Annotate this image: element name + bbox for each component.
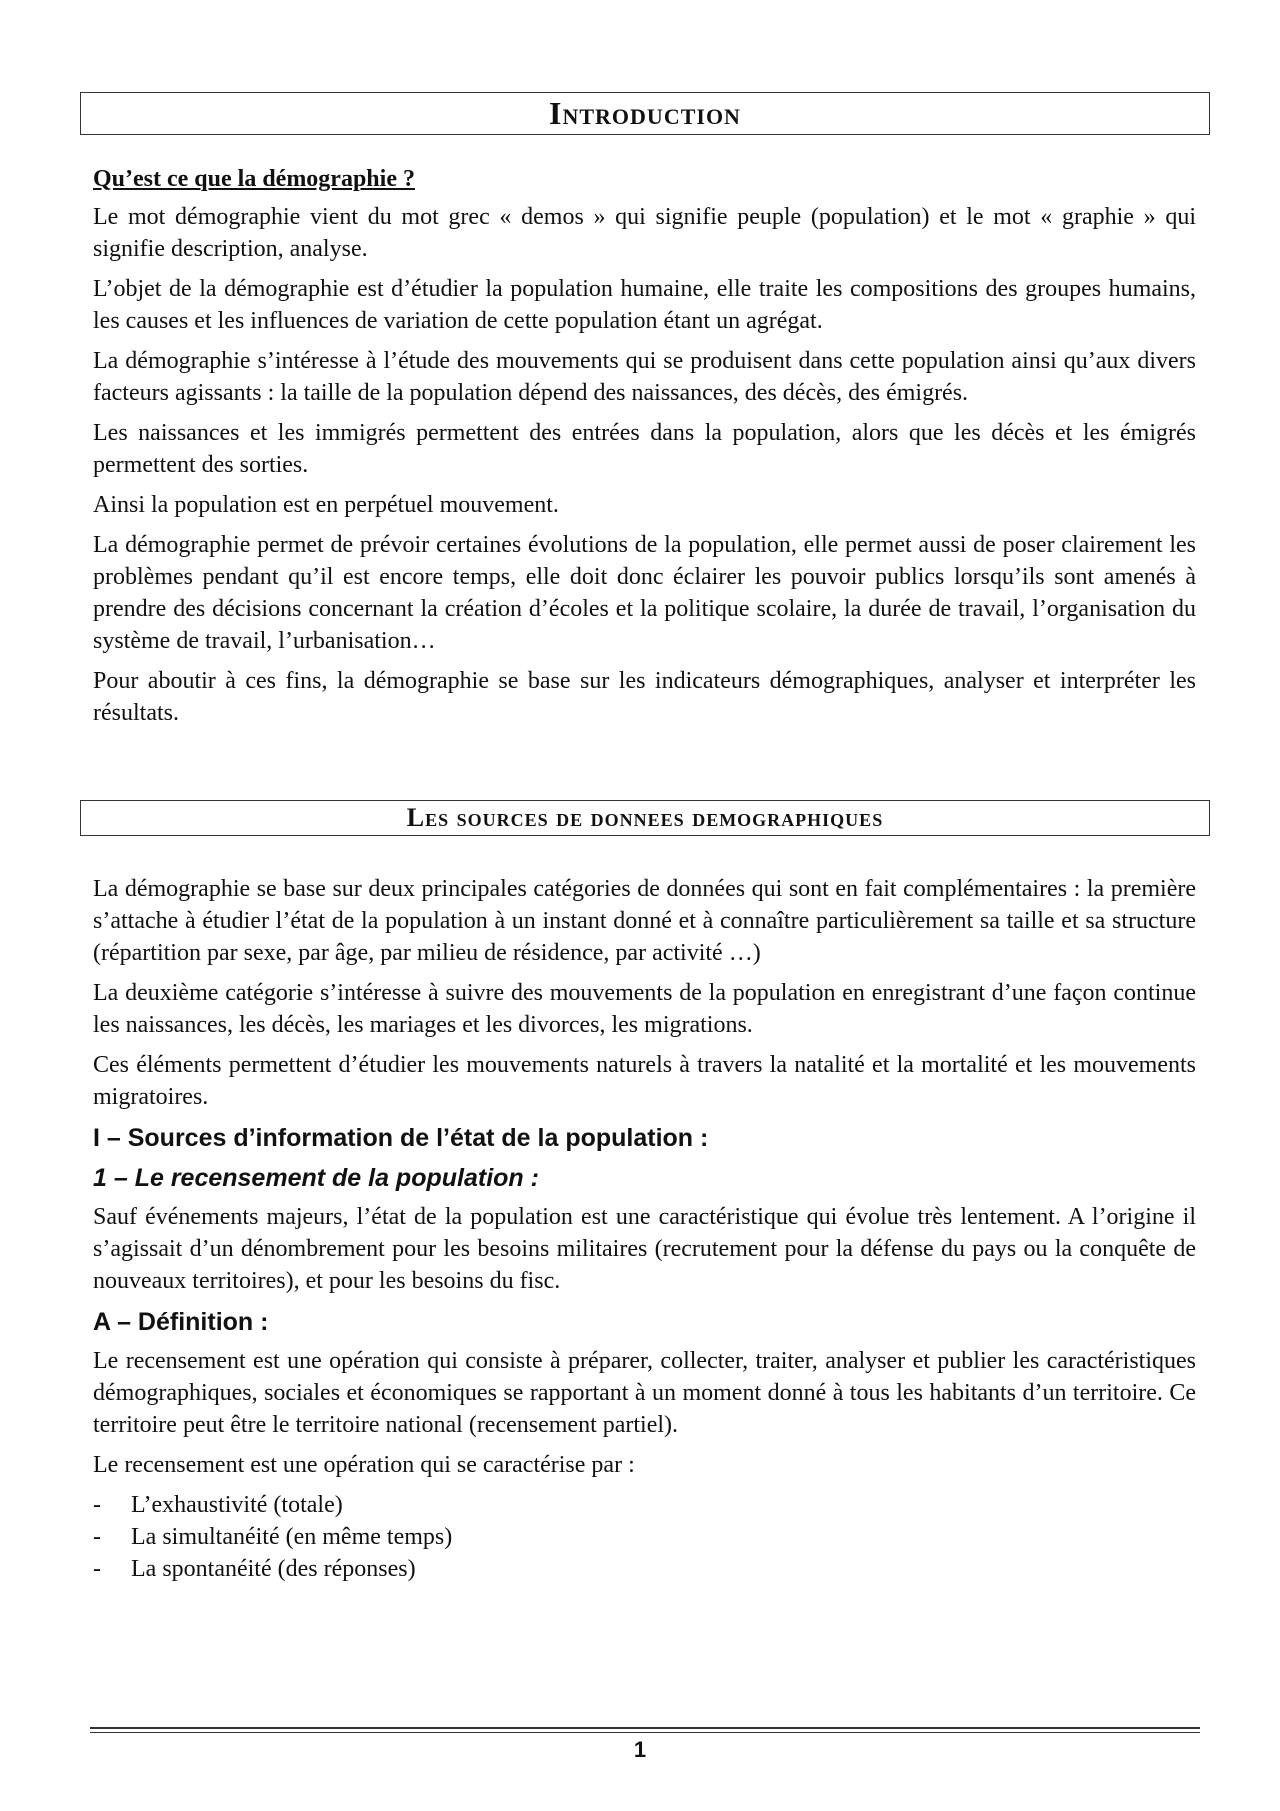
- sources-paragraph: Ces éléments permettent d’étudier les mouvements naturels à travers la natalité et la mortalité et les mouvements migratoires.: [93, 1052, 1196, 1110]
- footer-divider: [90, 1727, 1200, 1729]
- subsection-paragraph: Sauf événements majeurs, l’état de la population est une caractéristique qui évolue très lentement. A l’origine il s’agissait d’un dénombrement pour les besoins militaires (recrutement pour la défense du pays ou la conquête de nouveaux territoires), et pour les besoins du fisc.: [93, 1204, 1196, 1294]
- footer-divider-thin: [90, 1732, 1200, 1733]
- intro-paragraph: Le mot démographie vient du mot grec « demos » qui signifie peuple (population) et le mot « graphie » qui signifie description, analyse.: [93, 204, 1196, 262]
- intro-paragraph: Pour aboutir à ces fins, la démographie se base sur les indicateurs démographiques, analyser et interpréter les résultats.: [93, 668, 1196, 726]
- intro-paragraph: La démographie permet de prévoir certaines évolutions de la population, elle permet aussi de poser clairement les problèmes pendant qu’il est encore temps, elle doit donc éclairer les pouvoir publics lorsqu’ils sont amenés à prendre des décisions concernant la création d’écoles et la politique scolaire, la durée de travail, l’organisation du système de travail, l’urbanisation…: [93, 532, 1196, 654]
- intro-paragraph: La démographie s’intéresse à l’étude des mouvements qui se produisent dans cette population ainsi qu’aux divers facteurs agissants : la taille de la population dépend des naissances, des décès, des émigrés.: [93, 348, 1196, 406]
- introduction-title: Introduction: [80, 92, 1210, 135]
- definition-paragraph: Le recensement est une opération qui consiste à préparer, collecter, traiter, analyser et publier les caractéristiques démographiques, sociales et économiques se rapportant à un moment donné à tous les habitants d’un territoire. Ce territoire peut être le territoire national (recensement partiel).: [93, 1348, 1196, 1438]
- page-number: 1: [633, 1737, 647, 1762]
- sources-paragraph: La deuxième catégorie s’intéresse à suivre des mouvements de la population en enregistrant d’une façon continue les naissances, les décès, les mariages et les divorces, les migrations.: [93, 980, 1196, 1038]
- definition-paragraph: Le recensement est une opération qui se caractérise par :: [93, 1452, 635, 1478]
- list-item: - La simultanéité (en même temps): [131, 1521, 1196, 1553]
- list-item: - L’exhaustivité (totale): [131, 1489, 1196, 1521]
- intro-paragraph: Les naissances et les immigrés permettent des entrées dans la population, alors que les décès et les émigrés permettent des sorties.: [93, 420, 1196, 478]
- sources-title: Les sources de donnees demographiques: [80, 800, 1210, 836]
- subsection-heading: 1 – Le recensement de la population :: [93, 1164, 539, 1192]
- characteristics-list: [93, 1489, 1196, 1585]
- sources-section: [93, 873, 1196, 1585]
- intro-paragraph: L’objet de la démographie est d’étudier la population humaine, elle traite les compositions des groupes humains, les causes et les influences de variation de cette population étant un agrégat.: [93, 276, 1196, 334]
- intro-paragraph: Ainsi la population est en perpétuel mouvement.: [93, 492, 559, 518]
- section-heading: I – Sources d’information de l’état de la population :: [93, 1124, 709, 1152]
- list-item: - La spontanéité (des réponses): [131, 1553, 1196, 1585]
- sources-paragraph: La démographie se base sur deux principales catégories de données qui sont en fait complémentaires : la première s’attache à étudier l’état de la population à un instant donné et à connaître particulièrement sa taille et sa structure (répartition par sexe, par âge, par milieu de résidence, par activité …): [93, 876, 1196, 966]
- definition-heading: A – Définition :: [93, 1308, 269, 1336]
- question-heading: Qu’est ce que la démographie ?: [93, 166, 415, 192]
- introduction-section: [93, 163, 1196, 737]
